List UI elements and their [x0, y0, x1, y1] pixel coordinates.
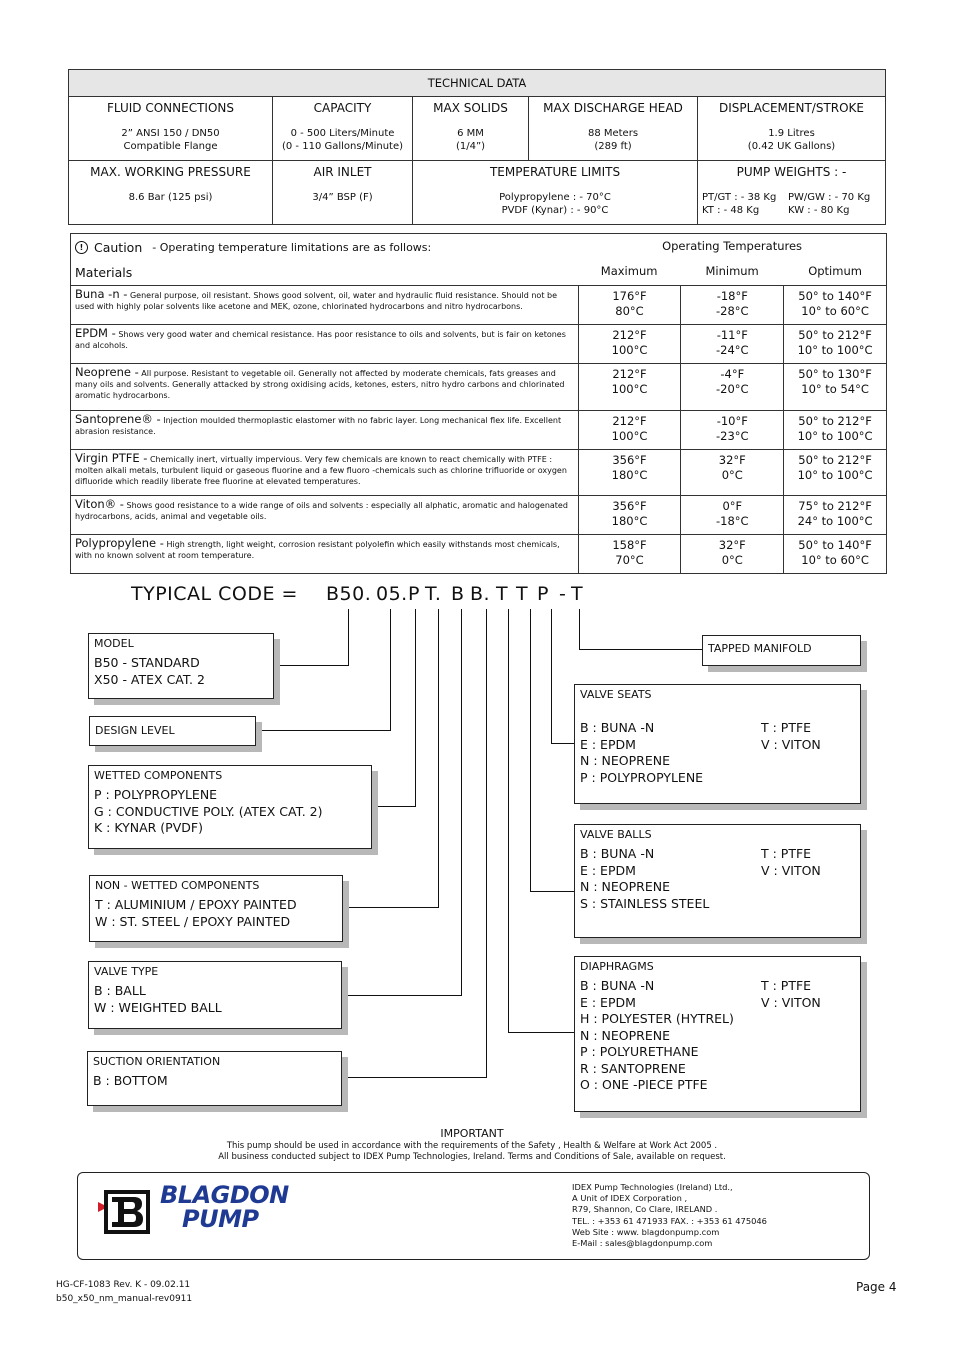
company-name: IDEX Pump Technologies (Ireland) Ltd.,: [572, 1182, 733, 1192]
model-title: MODEL: [94, 637, 134, 650]
wetted-option-g: G : CONDUCTIVE POLY. (ATEX CAT. 2): [94, 803, 323, 819]
air-inlet-value: 3/4” BSP (F): [312, 192, 373, 203]
code-part-nonwetted: T.: [425, 583, 442, 605]
wetted-components-box: [88, 765, 372, 849]
non-wetted-components-box: [89, 875, 343, 942]
displacement-value: 1.9 Litres: [768, 128, 815, 139]
material-name: Viton® -: [75, 497, 124, 511]
capacity-cell: [273, 97, 413, 161]
valve-type-option-w: W : WEIGHTED BALL: [94, 999, 222, 1015]
max-head-label: MAX DISCHARGE HEAD: [543, 101, 683, 115]
maximum-fahrenheit: 176°F: [612, 289, 647, 303]
diaphragm-option-h: H : POLYESTER (HYTREL): [580, 1011, 734, 1026]
diaphragm-option-n: N : NEOPRENE: [580, 1027, 670, 1043]
maximum-temperature-cell: [578, 450, 681, 496]
capacity-value-2: (0 - 110 Gallons/Minute): [281, 141, 404, 152]
operating-temperatures-header: [578, 234, 886, 286]
diaphragm-option-r: R : SANTOPRENE: [580, 1060, 686, 1076]
displacement-value-2: (0.42 UK Gallons): [747, 141, 836, 152]
material-row: [71, 450, 887, 496]
maximum-celsius: 80°C: [615, 304, 644, 318]
diaphragm-option-v: V : VITON: [761, 994, 821, 1010]
maximum-celsius: 180°C: [611, 468, 648, 482]
company-unit: A Unit of IDEX Corporation ,: [572, 1193, 688, 1204]
connector-balls-v: [530, 609, 531, 892]
minimum-fahrenheit: -10°F: [716, 414, 748, 428]
minimum-temperature-cell: [681, 496, 784, 535]
material-description: Chemically inert, virtually impervious. Very few chemicals are known to react chemically with PTFE : molten alkali metals, turbulent liquid or gaseous fluorine and a few fluoro -chemicals such as chlorine trifluoride or oxygen difluoride which readily liberate free fluorine at elevated temperatures.: [75, 455, 567, 486]
material-description-cell: [71, 364, 579, 411]
balls-option-n: N : NEOPRENE: [580, 879, 670, 894]
technical-data-title: TECHNICAL DATA: [69, 70, 886, 97]
fluid-connections-value-2: Compatible Flange: [123, 141, 218, 152]
max-head-value-2: (289 ft): [594, 141, 632, 152]
wetted-option-p: P : POLYPROPYLENE: [94, 787, 218, 802]
material-row: [71, 325, 887, 364]
material-row: [71, 411, 887, 450]
optimum-fahrenheit: 50° to 130°F: [798, 367, 872, 381]
company-location: R79, Shannon, Co Clare, IRELAND .: [572, 1204, 718, 1215]
material-description-cell: [71, 535, 579, 574]
connector-valvetype-h: [341, 995, 462, 996]
maximum-celsius: 100°C: [611, 343, 648, 357]
material-name: Buna -n -: [75, 287, 128, 301]
displacement-cell: [698, 97, 886, 161]
weight-pt-gt: PT/GT : - 38 Kg: [702, 192, 777, 203]
max-solids-cell: [413, 97, 529, 161]
wetted-title: WETTED COMPONENTS: [94, 769, 223, 782]
optimum-header: Optimum: [808, 264, 862, 278]
minimum-temperature-cell: [681, 450, 784, 496]
code-part-valvetype: B: [451, 583, 465, 605]
code-part-dash: -: [559, 583, 567, 605]
connector-balls-h: [530, 891, 576, 892]
minimum-fahrenheit: 0°F: [722, 499, 743, 513]
balls-option-e: E : EPDM: [580, 862, 636, 878]
connector-design-v: [390, 609, 391, 731]
seats-option-p: P : POLYPROPYLENE: [580, 769, 704, 785]
code-part-wetted: P: [408, 583, 420, 605]
temperature-limits-cell: [413, 161, 698, 225]
minimum-celsius: 0°C: [721, 553, 743, 567]
material-description: All purpose. Resistant to vegetable oil. Generally not affected by moderate chemicals, fats greases and many oils and solvents. Generally attacked by strong oxidising acids, ketones, esters, nitro hydro carbons and chlorinated aromatic hydrocarbons.: [75, 369, 565, 400]
maximum-celsius: 70°C: [615, 553, 644, 567]
maximum-temperature-cell: [578, 496, 681, 535]
material-name: Santoprene® -: [75, 412, 161, 426]
optimum-celsius: 24° to 100°C: [797, 514, 873, 528]
material-row: [71, 496, 887, 535]
minimum-fahrenheit: -18°F: [716, 289, 748, 303]
minimum-fahrenheit: 32°F: [718, 453, 746, 467]
valve-seats-box: [574, 684, 861, 804]
connector-seats-h: [551, 743, 576, 744]
model-standard: B50 - STANDARD: [94, 655, 200, 670]
connector-design-h: [255, 730, 391, 731]
diaphragm-option-p: P : POLYURETHANE: [580, 1044, 699, 1059]
minimum-fahrenheit: 32°F: [718, 538, 746, 552]
temperature-limits-label: TEMPERATURE LIMITS: [489, 165, 621, 179]
typical-code-label: TYPICAL CODE =: [131, 583, 298, 605]
minimum-temperature-cell: [681, 325, 784, 364]
seats-option-t: T : PTFE: [761, 720, 812, 735]
connector-diaphragm-v: [508, 609, 509, 1033]
optimum-temperature-cell: [784, 450, 887, 496]
caution-icon: !: [75, 241, 88, 254]
maximum-fahrenheit: 212°F: [612, 328, 647, 342]
connector-seats-v: [551, 609, 552, 744]
diaphragm-option-b: B : BUNA -N: [580, 978, 655, 993]
code-part-balls: T: [516, 583, 529, 605]
minimum-temperature-cell: [681, 286, 784, 325]
seats-option-b: B : BUNA -N: [580, 720, 655, 735]
optimum-celsius: 10° to 100°C: [797, 468, 873, 482]
connector-suction-v: [486, 609, 487, 1078]
logo-text-pump: PUMP: [182, 1205, 259, 1233]
code-part-suction: B.: [470, 583, 491, 605]
balls-option-v: V : VITON: [761, 862, 821, 878]
displacement-label: DISPLACEMENT/STROKE: [718, 101, 865, 115]
material-description: High strength, light weight, corrosion resistant polyolefin which easily withstands most chemicals, with no known solvent at room temperature.: [75, 540, 560, 560]
design-level-title: DESIGN LEVEL: [95, 724, 175, 737]
max-pressure-value: 8.6 Bar (125 psi): [128, 192, 213, 203]
code-part-diaphragm: T: [496, 583, 509, 605]
max-pressure-label: MAX. WORKING PRESSURE: [90, 165, 251, 179]
max-solids-label: MAX SOLIDS: [433, 101, 508, 115]
optimum-fahrenheit: 50° to 212°F: [798, 453, 872, 467]
materials-header: [71, 234, 579, 286]
document-revision: HG-CF-1083 Rev. K - 09.02.11: [56, 1280, 191, 1290]
diaphragms-box: [574, 956, 861, 1112]
non-wetted-option-w: W : ST. STEEL / EPOXY PAINTED: [95, 913, 291, 929]
maximum-temperature-cell: [578, 411, 681, 450]
diaphragm-option-t: T : PTFE: [761, 978, 812, 993]
weight-kw: KW : - 80 Kg: [788, 205, 850, 216]
temperature-limits-value-2: PVDF (Kynar) : - 90°C: [501, 205, 609, 216]
material-name: Virgin PTFE -: [75, 451, 148, 465]
optimum-temperature-cell: [784, 325, 887, 364]
material-description: General purpose, oil resistant. Shows good solvent, oil, water and hydraulic fluid resistance. Should not be used with highly polar solvents like acetone and MEK, ozone, chlorinated hydrocarbons and nitro hydrocarbons.: [75, 291, 558, 311]
material-description: Shows very good water and chemical resistance. Has poor resistance to oils and solvents, but is fair on ketones and alcohols.: [75, 330, 566, 350]
valve-type-title: VALVE TYPE: [94, 965, 159, 978]
connector-diaphragm-h: [508, 1032, 576, 1033]
minimum-temperature-cell: [681, 411, 784, 450]
code-part-manifold: T: [571, 583, 584, 605]
connector-model-v: [348, 609, 349, 666]
connector-manifold-v: [579, 609, 580, 650]
maximum-temperature-cell: [578, 535, 681, 574]
balls-option-b: B : BUNA -N: [580, 846, 655, 861]
pump-weights-label: PUMP WEIGHTS : -: [736, 165, 847, 179]
technical-data-table: [68, 69, 886, 225]
non-wetted-title: NON - WETTED COMPONENTS: [95, 879, 260, 892]
document-file: b50_x50_nm_manual-rev0911: [56, 1294, 193, 1304]
material-row: [71, 286, 887, 325]
maximum-temperature-cell: [578, 286, 681, 325]
code-part-seats: P: [537, 583, 549, 605]
valve-type-option-b: B : BALL: [94, 983, 146, 998]
connector-valvetype-v: [461, 609, 462, 996]
valve-seats-title: VALVE SEATS: [580, 688, 652, 701]
seats-option-n: N : NEOPRENE: [580, 753, 670, 768]
material-row: [71, 364, 887, 411]
maximum-celsius: 100°C: [611, 382, 648, 396]
design-level-box: [89, 716, 256, 746]
non-wetted-option-t: T : ALUMINIUM / EPOXY PAINTED: [95, 897, 297, 912]
model-atex: X50 - ATEX CAT. 2: [94, 671, 205, 687]
optimum-fahrenheit: 50° to 212°F: [798, 414, 872, 428]
minimum-celsius: -28°C: [716, 304, 749, 318]
company-address: [572, 1182, 767, 1249]
material-description-cell: [71, 325, 579, 364]
valve-type-box: [88, 961, 342, 1029]
weight-kt: KT : - 48 Kg: [702, 205, 760, 216]
maximum-fahrenheit: 158°F: [612, 538, 647, 552]
max-solids-value-2: (1/4”): [455, 141, 486, 152]
connector-wetted-v: [415, 609, 416, 807]
diaphragm-option-e: E : EPDM: [580, 994, 636, 1010]
minimum-celsius: 0°C: [721, 468, 743, 482]
connector-wetted-h: [371, 806, 416, 807]
seats-option-e: E : EPDM: [580, 736, 636, 752]
max-pressure-cell: [69, 161, 273, 225]
minimum-temperature-cell: [681, 535, 784, 574]
capacity-value: 0 - 500 Liters/Minute: [290, 128, 395, 139]
optimum-temperature-cell: [784, 535, 887, 574]
fluid-connections-value: 2” ANSI 150 / DN50: [121, 128, 220, 139]
seats-option-v: V : VITON: [761, 736, 821, 752]
optimum-temperature-cell: [784, 411, 887, 450]
maximum-temperature-cell: [578, 364, 681, 411]
pump-weights-cell: [698, 161, 886, 225]
valve-balls-title: VALVE BALLS: [580, 828, 652, 841]
suction-orientation-box: [87, 1051, 342, 1106]
tapped-manifold-box: [702, 635, 861, 666]
operating-temperatures-title: Operating Temperatures: [662, 239, 803, 253]
connector-nonwetted-h: [341, 907, 439, 908]
max-head-value: 88 Meters: [587, 128, 639, 139]
maximum-fahrenheit: 356°F: [612, 453, 647, 467]
important-line-2: All business conducted subject to IDEX Pump Technologies, Ireland. Terms and Conditions of Sale, available on request.: [218, 1152, 726, 1162]
optimum-fahrenheit: 50° to 140°F: [798, 289, 872, 303]
caution-label: Caution: [94, 240, 143, 255]
connector-model-h: [273, 665, 349, 666]
important-title: IMPORTANT: [440, 1127, 504, 1140]
minimum-celsius: -20°C: [716, 382, 749, 396]
material-description-cell: [71, 496, 579, 535]
connector-suction-h: [341, 1077, 487, 1078]
wetted-option-k: K : KYNAR (PVDF): [94, 820, 203, 835]
material-name: Polypropylene -: [75, 536, 164, 550]
maximum-celsius: 180°C: [611, 514, 648, 528]
blagdon-b-logo-icon: [98, 1188, 154, 1240]
air-inlet-cell: [273, 161, 413, 225]
minimum-header: Minimum: [705, 264, 759, 278]
company-box: [77, 1172, 870, 1260]
material-description-cell: [71, 450, 579, 496]
important-line-1: This pump should be used in accordance with the requirements of the Safety , Health & Welfare at Work Act 2005 .: [226, 1141, 718, 1151]
materials-table: [70, 233, 887, 574]
optimum-temperature-cell: [784, 364, 887, 411]
optimum-celsius: 10° to 54°C: [801, 382, 869, 396]
suction-title: SUCTION ORIENTATION: [93, 1055, 221, 1068]
connector-manifold-h: [579, 649, 702, 650]
minimum-temperature-cell: [681, 364, 784, 411]
material-description-cell: [71, 286, 579, 325]
balls-option-s: S : STAINLESS STEEL: [580, 895, 710, 911]
code-part-model: B50.: [326, 583, 372, 605]
minimum-fahrenheit: -4°F: [720, 367, 745, 381]
optimum-fahrenheit: 50° to 212°F: [798, 328, 872, 342]
company-phone: TEL. : +353 61 471933 FAX. : +353 61 475046: [572, 1215, 767, 1226]
model-box: [88, 633, 274, 699]
material-name: EPDM -: [75, 326, 116, 340]
optimum-celsius: 10° to 100°C: [797, 343, 873, 357]
company-website: Web Site : www. blagdonpump.com: [572, 1226, 720, 1237]
code-part-design: 05.: [376, 583, 408, 605]
capacity-label: CAPACITY: [313, 101, 372, 115]
diaphragms-title: DIAPHRAGMS: [580, 960, 654, 973]
optimum-fahrenheit: 75° to 212°F: [798, 499, 872, 513]
caution-text: - Operating temperature limitations are as follows:: [152, 241, 432, 254]
optimum-fahrenheit: 50° to 140°F: [798, 538, 872, 552]
max-solids-value: 6 MM: [457, 128, 484, 139]
material-name: Neoprene -: [75, 365, 139, 379]
valve-balls-box: [574, 824, 861, 938]
weight-pw-gw: PW/GW : - 70 Kg: [788, 192, 871, 203]
optimum-temperature-cell: [784, 496, 887, 535]
minimum-fahrenheit: -11°F: [716, 328, 748, 342]
minimum-celsius: -23°C: [716, 429, 749, 443]
maximum-temperature-cell: [578, 325, 681, 364]
page-number: Page 4: [856, 1280, 897, 1294]
minimum-celsius: -24°C: [716, 343, 749, 357]
document-reference: [56, 1278, 192, 1306]
balls-option-t: T : PTFE: [761, 846, 812, 861]
connector-nonwetted-v: [438, 609, 439, 908]
material-description-cell: [71, 411, 579, 450]
material-description: Shows good resistance to a wide range of oils and solvents : especially all alphatic, aromatic and halogenated hydrocarbons, acids, animal and vegetable oils.: [75, 501, 568, 521]
tapped-manifold-title: TAPPED MANIFOLD: [708, 642, 812, 655]
optimum-celsius: 10° to 100°C: [797, 429, 873, 443]
maximum-fahrenheit: 356°F: [612, 499, 647, 513]
maximum-fahrenheit: 212°F: [612, 414, 647, 428]
optimum-temperature-cell: [784, 286, 887, 325]
optimum-celsius: 10° to 60°C: [801, 304, 869, 318]
diaphragm-option-o: O : ONE -PIECE PTFE: [580, 1077, 708, 1092]
maximum-header: Maximum: [600, 264, 658, 278]
suction-option-b: B : BOTTOM: [93, 1073, 168, 1088]
max-head-cell: [529, 97, 698, 161]
company-email: E-Mail : sales@blagdonpump.com: [572, 1238, 713, 1249]
minimum-celsius: -18°C: [716, 514, 749, 528]
material-row: [71, 535, 887, 574]
fluid-connections-label: FLUID CONNECTIONS: [106, 101, 234, 115]
logo-text-blagdon: BLAGDON: [160, 1181, 289, 1209]
air-inlet-label: AIR INLET: [313, 165, 372, 179]
materials-column-header: Materials: [75, 265, 133, 280]
optimum-celsius: 10° to 60°C: [801, 553, 869, 567]
fluid-connections-cell: [69, 97, 273, 161]
temperature-limits-value: Polypropylene : - 70°C: [499, 192, 611, 203]
material-description: Injection moulded thermoplastic elastomer with no fabric layer. Long mechanical flex life. Excellent abrasion resistance.: [75, 416, 562, 436]
maximum-celsius: 100°C: [611, 429, 648, 443]
maximum-fahrenheit: 212°F: [612, 367, 647, 381]
